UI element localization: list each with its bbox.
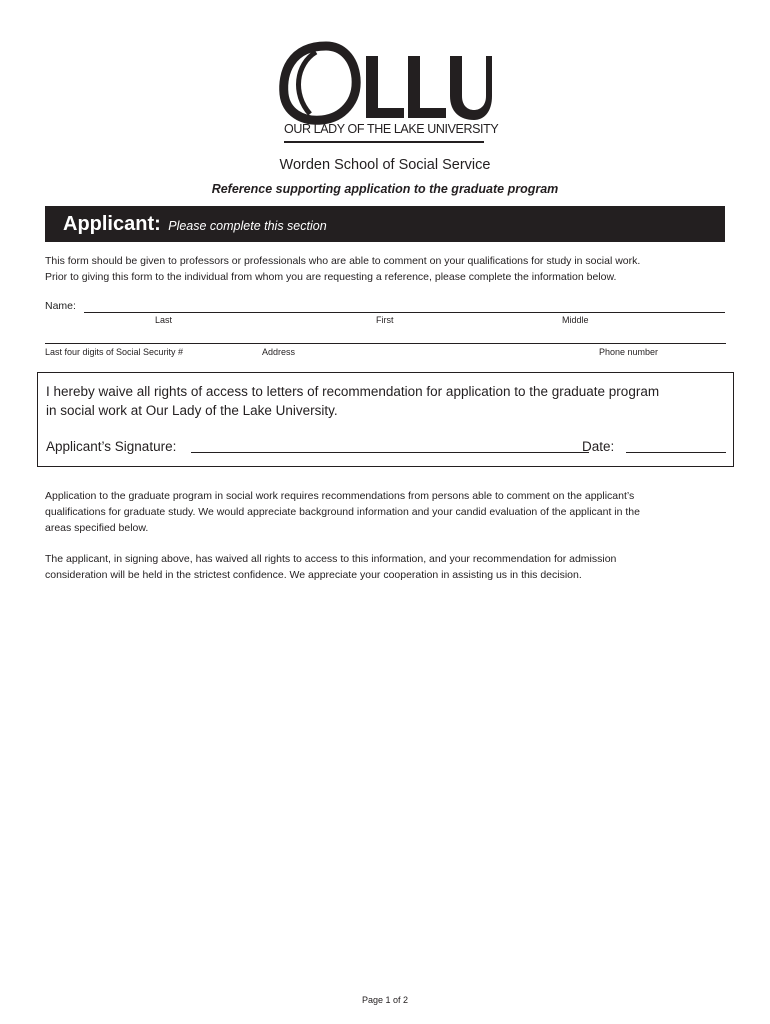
ssn-label: Last four digits of Social Security # (45, 347, 184, 357)
first-name-label: First (376, 315, 394, 325)
page-number: Page 1 of 2 (361, 995, 409, 1005)
school-name: Worden School of Social Service (279, 157, 491, 173)
paragraph-2-line-2: consideration will be held in the strictest confidence. We appreciate your cooperation in assisting us in this decision. (45, 569, 582, 581)
date-label: Date: (582, 439, 615, 454)
date-field[interactable] (626, 452, 726, 453)
logo-divider (284, 141, 484, 143)
paragraph-2-line-1: The applicant, in signing above, has waived all rights to access to this information, and your recommendation for admission (45, 553, 617, 565)
paragraph-2 (45, 551, 735, 583)
paragraph-1-line-2: qualifications for graduate study. We would appreciate background information and your candid evaluation of the applicant in the (45, 506, 640, 518)
signature-label: Applicant’s Signature: (46, 439, 177, 454)
intro-text (45, 253, 735, 285)
middle-name-label: Middle (562, 315, 589, 325)
name-field[interactable] (84, 312, 725, 313)
name-label: Name: (45, 300, 76, 312)
banner-note: Please complete this section (168, 219, 327, 233)
form-subtitle: Reference supporting application to the graduate program (211, 182, 559, 196)
contact-info-field[interactable] (45, 343, 726, 344)
paragraph-1-line-1: Application to the graduate program in social work requires recommendations from persons able to comment on the applicant’s (45, 490, 635, 502)
intro-line-1: This form should be given to professors or professionals who are able to comment on your qualifications for study in social work. (45, 255, 641, 267)
ollu-logo-icon (282, 31, 492, 122)
ollu-logo (270, 31, 500, 148)
address-label: Address (262, 347, 296, 357)
last-name-label: Last (155, 315, 173, 325)
waiver-line-2: in social work at Our Lady of the Lake University. (46, 403, 338, 418)
banner-title: Applicant: (63, 213, 161, 235)
logo-wordmark: OLLU (282, 31, 324, 48)
paragraph-1-line-3: areas specified below. (45, 522, 149, 534)
waiver-line-1: I hereby waive all rights of access to letters of recommendation for application to the graduate program (46, 384, 660, 399)
logo-subtitle: OUR LADY OF THE LAKE UNIVERSITY (284, 122, 499, 136)
phone-label: Phone number (599, 347, 659, 357)
paragraph-1 (45, 488, 735, 536)
waiver-box (37, 372, 734, 467)
signature-field[interactable] (191, 452, 589, 453)
applicant-section-banner (45, 206, 725, 242)
intro-line-2: Prior to giving this form to the individual from whom you are requesting a reference, please complete the information below. (45, 271, 617, 283)
